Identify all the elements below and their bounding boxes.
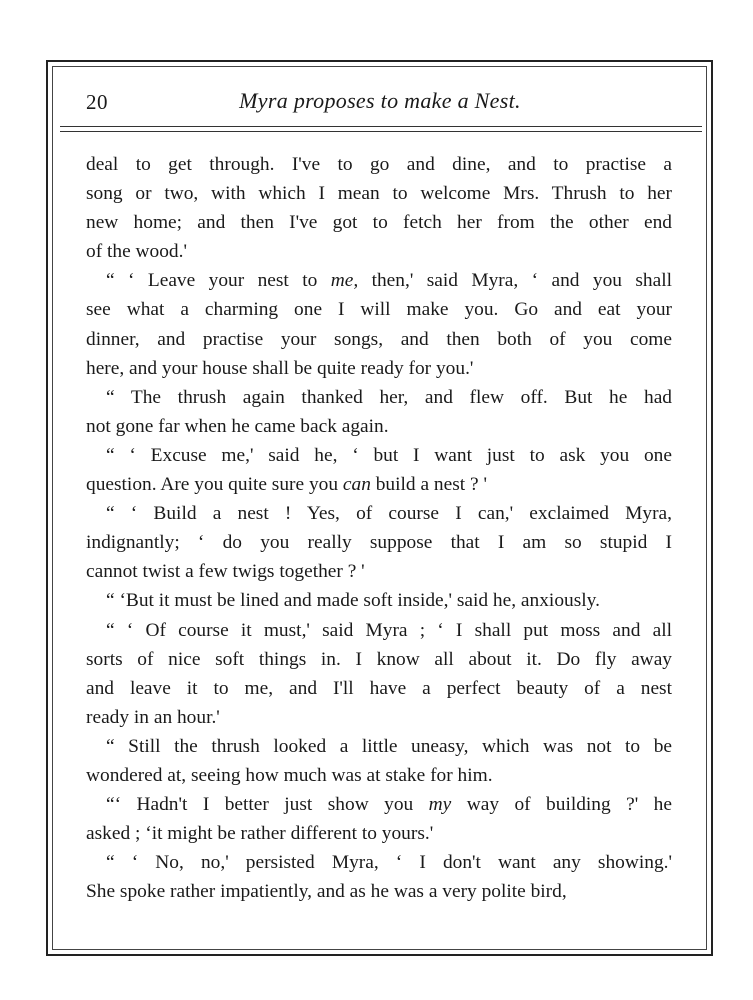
text-line bbox=[86, 470, 672, 499]
text-segment: wondered at, seeing how much was at stake for him. bbox=[86, 764, 493, 786]
text-segment: way of building ?' he bbox=[451, 794, 672, 816]
text-line bbox=[86, 208, 672, 237]
text-segment: song or two, with which I mean to welcome Mrs. Thrush to her bbox=[86, 183, 672, 205]
running-title: Myra proposes to make a Nest. bbox=[239, 88, 521, 113]
text-line bbox=[86, 412, 672, 441]
text-line bbox=[86, 557, 672, 586]
text-segment: of the wood.' bbox=[86, 241, 187, 263]
body-text bbox=[86, 150, 672, 906]
text-line bbox=[86, 674, 672, 703]
text-segment: here, and your house shall be quite ready for you.' bbox=[86, 357, 474, 379]
text-line bbox=[86, 586, 672, 615]
text-line bbox=[86, 266, 672, 295]
text-line bbox=[86, 150, 672, 179]
text-line bbox=[86, 761, 672, 790]
text-segment: cannot twist a few twigs together ? ' bbox=[86, 561, 365, 583]
text-line bbox=[86, 819, 672, 848]
text-segment: “ ‘But it must be lined and made soft inside,' said he, anxiously. bbox=[106, 590, 600, 612]
text-line bbox=[86, 383, 672, 412]
text-line bbox=[86, 616, 672, 645]
text-line bbox=[86, 325, 672, 354]
text-segment: then,' said Myra, ‘ and you shall bbox=[358, 270, 672, 292]
text-segment: “ ‘ No, no,' persisted Myra, ‘ I don't want any showing.' bbox=[106, 852, 672, 874]
text-line bbox=[86, 790, 672, 819]
text-segment: “ ‘ Excuse me,' said he, ‘ but I want just to ask you one bbox=[106, 444, 672, 466]
text-line bbox=[86, 645, 672, 674]
text-segment: and leave it to me, and I'll have a perfect beauty of a nest bbox=[86, 677, 672, 699]
text-line bbox=[86, 237, 672, 266]
text-line bbox=[86, 528, 672, 557]
italic-word: me, bbox=[330, 270, 359, 292]
header-rule-top bbox=[60, 126, 702, 127]
text-segment: deal to get through. I've to go and dine, and to practise a bbox=[86, 154, 672, 175]
text-segment: “‘ Hadn't I better just show you bbox=[106, 794, 429, 816]
text-line bbox=[86, 441, 672, 470]
page-number: 20 bbox=[86, 90, 108, 114]
text-segment: “ ‘ Of course it must,' said Myra ; ‘ I shall put moss and all bbox=[106, 619, 672, 641]
text-line bbox=[86, 877, 672, 906]
text-segment: asked ; ‘it might be rather different to yours.' bbox=[86, 823, 434, 845]
text-segment: “ ‘ Leave your nest to bbox=[106, 270, 331, 292]
text-segment: sorts of nice soft things in. I know all about it. Do fly away bbox=[86, 648, 672, 670]
text-line bbox=[86, 703, 672, 732]
text-segment: question. Are you quite sure you bbox=[86, 474, 343, 496]
text-segment: indignantly; ‘ do you really suppose that I am so stupid I bbox=[86, 532, 672, 554]
text-segment: She spoke rather impatiently, and as he was a very polite bird, bbox=[86, 881, 567, 903]
text-segment: “ Still the thrush looked a little uneasy, which was not to be bbox=[106, 735, 672, 757]
text-line bbox=[86, 179, 672, 208]
text-line bbox=[86, 848, 672, 877]
text-segment: new home; and then I've got to fetch her from the other end bbox=[86, 212, 672, 234]
text-segment: see what a charming one I will make you. Go and eat your bbox=[86, 299, 672, 321]
text-segment: build a nest ? ' bbox=[370, 474, 487, 496]
text-segment: dinner, and practise your songs, and then both of you come bbox=[86, 328, 672, 350]
text-line bbox=[86, 354, 672, 383]
text-segment: not gone far when he came back again. bbox=[86, 415, 389, 437]
header-rule-bottom bbox=[60, 131, 702, 132]
italic-word: can bbox=[342, 474, 371, 496]
text-line bbox=[86, 732, 672, 761]
text-line bbox=[86, 499, 672, 528]
page-header bbox=[60, 88, 700, 122]
italic-word: my bbox=[428, 794, 452, 816]
text-segment: ready in an hour.' bbox=[86, 706, 220, 728]
text-segment: “ ‘ Build a nest ! Yes, of course I can,' exclaimed Myra, bbox=[106, 503, 672, 525]
text-line bbox=[86, 295, 672, 324]
text-segment: “ The thrush again thanked her, and flew off. But he had bbox=[106, 386, 672, 408]
